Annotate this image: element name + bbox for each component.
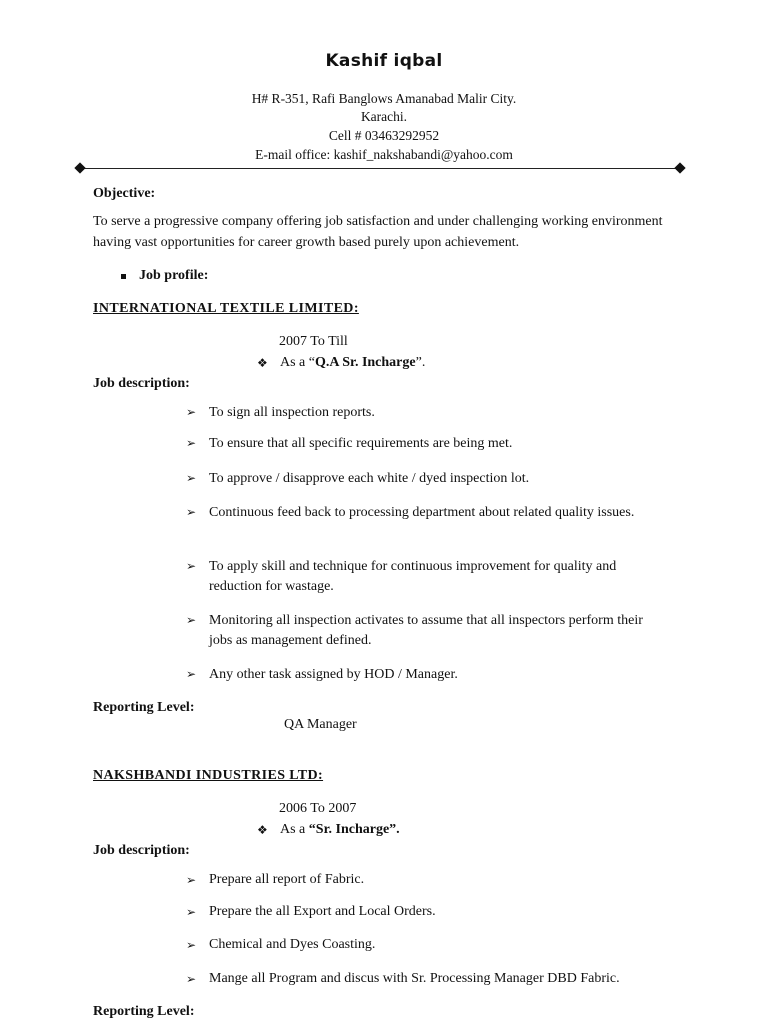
job2-duty-1: Prepare all report of Fabric. [209,872,365,887]
company-1-reporting-to: QA Manager [284,717,357,732]
objective-text: To serve a progressive company offering job satisfaction and under challenging working environment having vast opportunities for career growth based purely upon achievement. [93,214,663,250]
company-2-role: As a “Sr. Incharge”. [280,822,400,837]
arrow-bullet-icon: ➢ [186,905,197,919]
company-1-job-description-heading: Job description: [93,376,190,391]
diamond-bullet-icon: ❖ [257,356,268,370]
company-2-period: 2006 To 2007 [279,801,357,816]
diamond-bullet-icon: ❖ [257,823,268,837]
arrow-bullet-icon: ➢ [186,405,197,419]
arrow-bullet-icon: ➢ [186,559,197,573]
company-1-name: INTERNATIONAL TEXTILE LIMITED: [93,301,359,316]
job1-duty-6: Monitoring all inspection activates to assume that all inspectors perform their jobs as management defined. [209,613,643,648]
arrow-bullet-icon: ➢ [186,938,197,952]
arrow-bullet-icon: ➢ [186,972,197,986]
job1-duty-5: To apply skill and technique for continuous improvement for quality and reduction for wastage. [209,559,617,594]
objective-heading: Objective: [93,186,156,201]
job1-duty-4: Continuous feed back to processing department about related quality issues. [209,505,635,520]
job-profile-heading: Job profile: [139,268,209,283]
arrow-bullet-icon: ➢ [186,667,197,681]
email-line: E-mail office: kashif_nakshabandi@yahoo.com [255,147,513,162]
square-bullet-icon [121,274,126,279]
cell-line: Cell # 03463292952 [328,128,440,143]
company-2-job-description-heading: Job description: [93,843,190,858]
company-1-role: As a “Q.A Sr. Incharge”. [280,355,426,370]
company-2-reporting-heading: Reporting Level: [93,1004,195,1019]
arrow-bullet-icon: ➢ [186,471,197,485]
job1-duty-3: To approve / disapprove each white / dyed inspection lot. [209,471,530,486]
arrow-bullet-icon: ➢ [186,873,197,887]
right-diamond-icon [674,162,685,173]
candidate-name: Kashif iqbal [325,51,443,71]
job1-duty-1: To sign all inspection reports. [209,405,375,420]
arrow-bullet-icon: ➢ [186,436,197,450]
job1-duty-7: Any other task assigned by HOD / Manager. [209,667,458,682]
job1-duty-2: To ensure that all specific requirements are being met. [209,436,513,451]
address-line: H# R-351, Rafi Banglows Amanabad Malir City. [251,91,517,106]
job2-duty-3: Chemical and Dyes Coasting. [209,937,376,952]
job2-duty-4: Mange all Program and discus with Sr. Processing Manager DBD Fabric. [209,971,620,986]
arrow-bullet-icon: ➢ [186,505,197,519]
arrow-bullet-icon: ➢ [186,613,197,627]
company-1-reporting-heading: Reporting Level: [93,700,195,715]
left-diamond-icon [74,162,85,173]
company-1-period: 2007 To Till [279,334,348,349]
header-divider [80,168,680,169]
company-2-name: NAKSHBANDI INDUSTRIES LTD: [93,768,324,783]
job2-duty-2: Prepare the all Export and Local Orders. [209,904,436,919]
city-line: Karachi. [360,109,408,124]
